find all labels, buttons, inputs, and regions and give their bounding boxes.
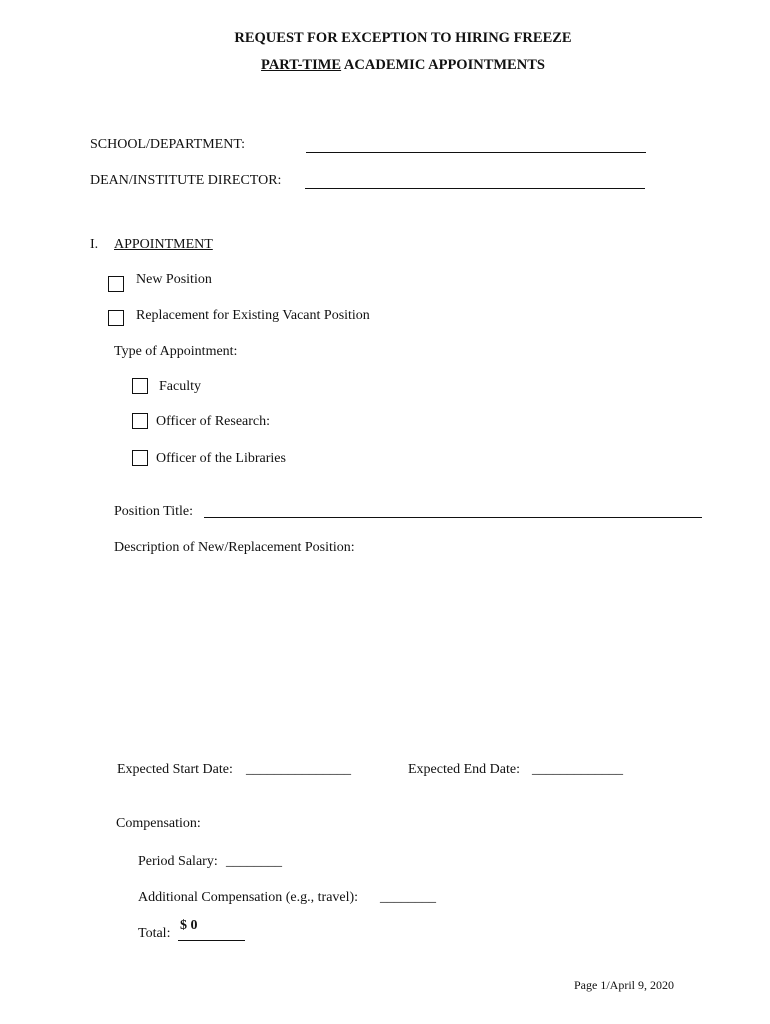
officer-of-libraries-checkbox[interactable] — [132, 450, 148, 466]
end-date-label: Expected End Date: — [408, 762, 520, 777]
officer-of-libraries-label: Officer of the Libraries — [156, 451, 286, 466]
position-title-label: Position Title: — [114, 504, 193, 519]
new-position-label: New Position — [136, 272, 212, 287]
description-label: Description of New/Replacement Position: — [114, 540, 355, 555]
replacement-position-checkbox[interactable] — [108, 310, 124, 326]
total-value: $ 0 — [180, 918, 198, 933]
form-title: REQUEST FOR EXCEPTION TO HIRING FREEZE — [234, 30, 572, 46]
section-number: I. — [90, 237, 99, 252]
start-date-label: Expected Start Date: — [117, 762, 233, 777]
additional-compensation-field[interactable]: ________ — [380, 890, 436, 905]
dean-director-label: DEAN/INSTITUTE DIRECTOR: — [90, 173, 282, 188]
form-subtitle — [0, 57, 770, 74]
section-heading: APPOINTMENT — [114, 237, 213, 252]
subtitle-part-time: PART-TIME — [261, 57, 342, 73]
start-date-field[interactable]: _______________ — [246, 762, 351, 777]
school-department-label: SCHOOL/DEPARTMENT: — [90, 137, 246, 152]
faculty-checkbox[interactable] — [132, 378, 148, 394]
end-date-field[interactable]: _____________ — [532, 762, 623, 777]
page-footer: Page 1/April 9, 2020 — [574, 978, 674, 992]
period-salary-field[interactable]: ________ — [226, 854, 282, 869]
period-salary-label: Period Salary: — [138, 854, 218, 869]
total-label: Total: — [138, 926, 171, 941]
dean-director-field[interactable] — [305, 172, 645, 189]
faculty-label: Faculty — [159, 379, 201, 394]
additional-compensation-label: Additional Compensation (e.g., travel): — [138, 890, 359, 905]
new-position-checkbox[interactable] — [108, 276, 124, 292]
subtitle-rest: ACADEMIC APPOINTMENTS — [341, 57, 545, 73]
compensation-label: Compensation: — [116, 816, 201, 831]
replacement-position-label: Replacement for Existing Vacant Position — [136, 308, 370, 323]
officer-of-research-checkbox[interactable] — [132, 413, 148, 429]
school-department-field[interactable] — [306, 136, 646, 153]
officer-of-research-label: Officer of Research: — [156, 414, 271, 429]
type-of-appointment-label: Type of Appointment: — [114, 344, 238, 359]
description-field[interactable] — [114, 565, 704, 745]
position-title-field[interactable] — [204, 502, 702, 518]
